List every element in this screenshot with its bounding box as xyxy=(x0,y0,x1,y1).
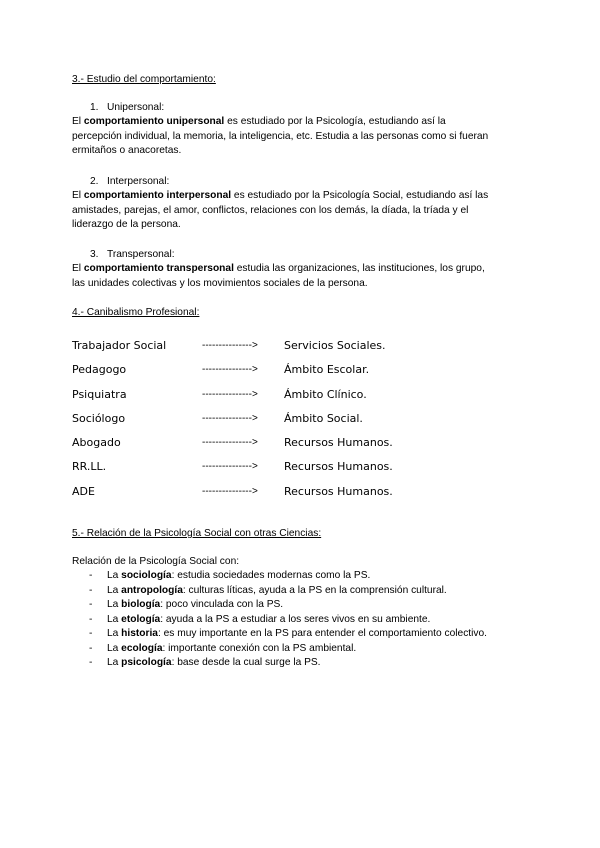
list-item xyxy=(89,598,487,613)
arrow-dashes: ---------------> xyxy=(202,413,258,424)
item-3-rest: estudia las organizaciones, las instituciones, los grupo, xyxy=(233,263,485,274)
field-label: Ámbito Clínico. xyxy=(284,388,367,401)
item-pre: La xyxy=(107,657,122,668)
relations-list xyxy=(89,569,487,671)
item-pre: La xyxy=(107,570,122,581)
field-label: Recursos Humanos. xyxy=(284,436,393,449)
list-item xyxy=(89,584,487,599)
arrow-dashes: ---------------> xyxy=(202,461,258,472)
item-1-line2: percepción individual, la memoria, la inteligencia, etc. Estudia a las personas como si fueran xyxy=(72,130,489,142)
list-item xyxy=(89,613,487,628)
dash-bullet: - xyxy=(89,657,93,668)
item-pre: La xyxy=(107,613,122,625)
arrow-dashes: ---------------> xyxy=(202,389,258,400)
item-pre: La xyxy=(107,599,122,610)
profession-label: Pedagogo xyxy=(72,363,127,376)
field-label: Ámbito Escolar. xyxy=(284,363,370,376)
item-1-paragraph xyxy=(72,115,542,159)
item-1-rest: es estudiado por la Psicología, estudiando así la xyxy=(224,116,446,127)
item-term: sociología xyxy=(121,570,172,581)
item-term: antropología xyxy=(121,584,183,596)
arrow-dashes: ---------------> xyxy=(202,486,258,497)
field-label: Servicios Sociales. xyxy=(284,339,386,352)
field-label: Recursos Humanos. xyxy=(284,460,393,473)
section-3-title: 3.- Estudio del comportamiento: xyxy=(72,74,216,85)
item-2-line2: amistades, parejas, el amor, conflictos, relaciones con los demás, la díada, la tríada y el xyxy=(72,204,469,216)
item-desc: : es muy importante en la PS para entender el comportamiento colectivo. xyxy=(157,628,487,639)
item-pre: La xyxy=(107,642,122,654)
profession-label: ADE xyxy=(72,485,95,498)
item-1-bold: comportamiento unipersonal xyxy=(83,116,225,127)
profession-label: Psiquiatra xyxy=(72,388,127,401)
item-3-line2: las unidades colectivas y los movimientos sociales de la persona. xyxy=(72,277,368,289)
item-1-label: Unipersonal: xyxy=(107,102,165,113)
item-desc: : culturas líticas, ayuda a la PS en la comprensión cultural. xyxy=(182,584,447,596)
field-label: Recursos Humanos. xyxy=(284,485,393,498)
list-item xyxy=(89,569,487,584)
item-2-label: Interpersonal: xyxy=(107,176,170,187)
item-1-pre: El xyxy=(72,116,84,127)
item-desc: : base desde la cual surge la PS. xyxy=(171,657,321,668)
profession-label: Trabajador Social xyxy=(72,339,167,352)
item-term: psicología xyxy=(121,657,172,668)
item-desc: : ayuda a la PS a estudiar a los seres vivos en su ambiente. xyxy=(160,613,431,625)
item-3-paragraph xyxy=(72,262,542,291)
item-1-number: 1. xyxy=(90,102,99,113)
dash-bullet: - xyxy=(89,642,93,654)
section-5-title: 5.- Relación de la Psicología Social con otras Ciencias: xyxy=(72,528,322,539)
item-2-pre: El xyxy=(72,190,84,201)
arrow-dashes: ---------------> xyxy=(202,364,258,375)
item-term: etología xyxy=(121,613,161,625)
item-desc: : poco vinculada con la PS. xyxy=(160,599,284,610)
list-item xyxy=(89,627,487,642)
field-label: Ámbito Social. xyxy=(284,412,363,425)
item-1-heading xyxy=(90,101,164,116)
item-3-pre: El xyxy=(72,263,84,274)
item-3-label: Transpersonal: xyxy=(107,249,175,260)
list-item xyxy=(89,642,487,657)
dash-bullet: - xyxy=(89,613,93,625)
item-2-number: 2. xyxy=(90,176,99,187)
item-2-bold: comportamiento interpersonal xyxy=(83,190,232,201)
arrow-dashes: ---------------> xyxy=(202,340,258,351)
item-term: ecología xyxy=(121,642,163,654)
item-desc: : estudia sociedades modernas como la PS. xyxy=(171,570,371,581)
item-2-line3: liderazgo de la persona. xyxy=(72,219,181,230)
section-4-title: 4.- Canibalismo Profesional: xyxy=(72,307,200,318)
item-term: biología xyxy=(121,599,161,610)
item-2-heading xyxy=(90,175,169,190)
item-pre: La xyxy=(107,628,122,639)
item-2-rest: es estudiado por la Psicología Social, estudiando así las xyxy=(231,190,489,201)
item-1-line3: ermitaños o anacoretas. xyxy=(72,145,182,156)
item-pre: La xyxy=(107,584,122,596)
arrow-dashes: ---------------> xyxy=(202,437,258,448)
dash-bullet: - xyxy=(89,599,93,610)
item-desc: : importante conexión con la PS ambiental. xyxy=(162,642,357,654)
section-5-intro: Relación de la Psicología Social con: xyxy=(72,556,240,567)
dash-bullet: - xyxy=(89,584,93,596)
dash-bullet: - xyxy=(89,570,93,581)
item-term: historia xyxy=(121,628,158,639)
profession-label: Abogado xyxy=(72,436,121,449)
item-3-number: 3. xyxy=(90,249,99,260)
item-2-paragraph xyxy=(72,189,542,233)
dash-bullet: - xyxy=(89,628,93,639)
list-item xyxy=(89,656,487,671)
item-3-heading xyxy=(90,248,175,263)
item-3-bold: comportamiento transpersonal xyxy=(83,263,234,274)
profession-label: Sociólogo xyxy=(72,412,126,425)
profession-label: RR.LL. xyxy=(72,460,107,473)
